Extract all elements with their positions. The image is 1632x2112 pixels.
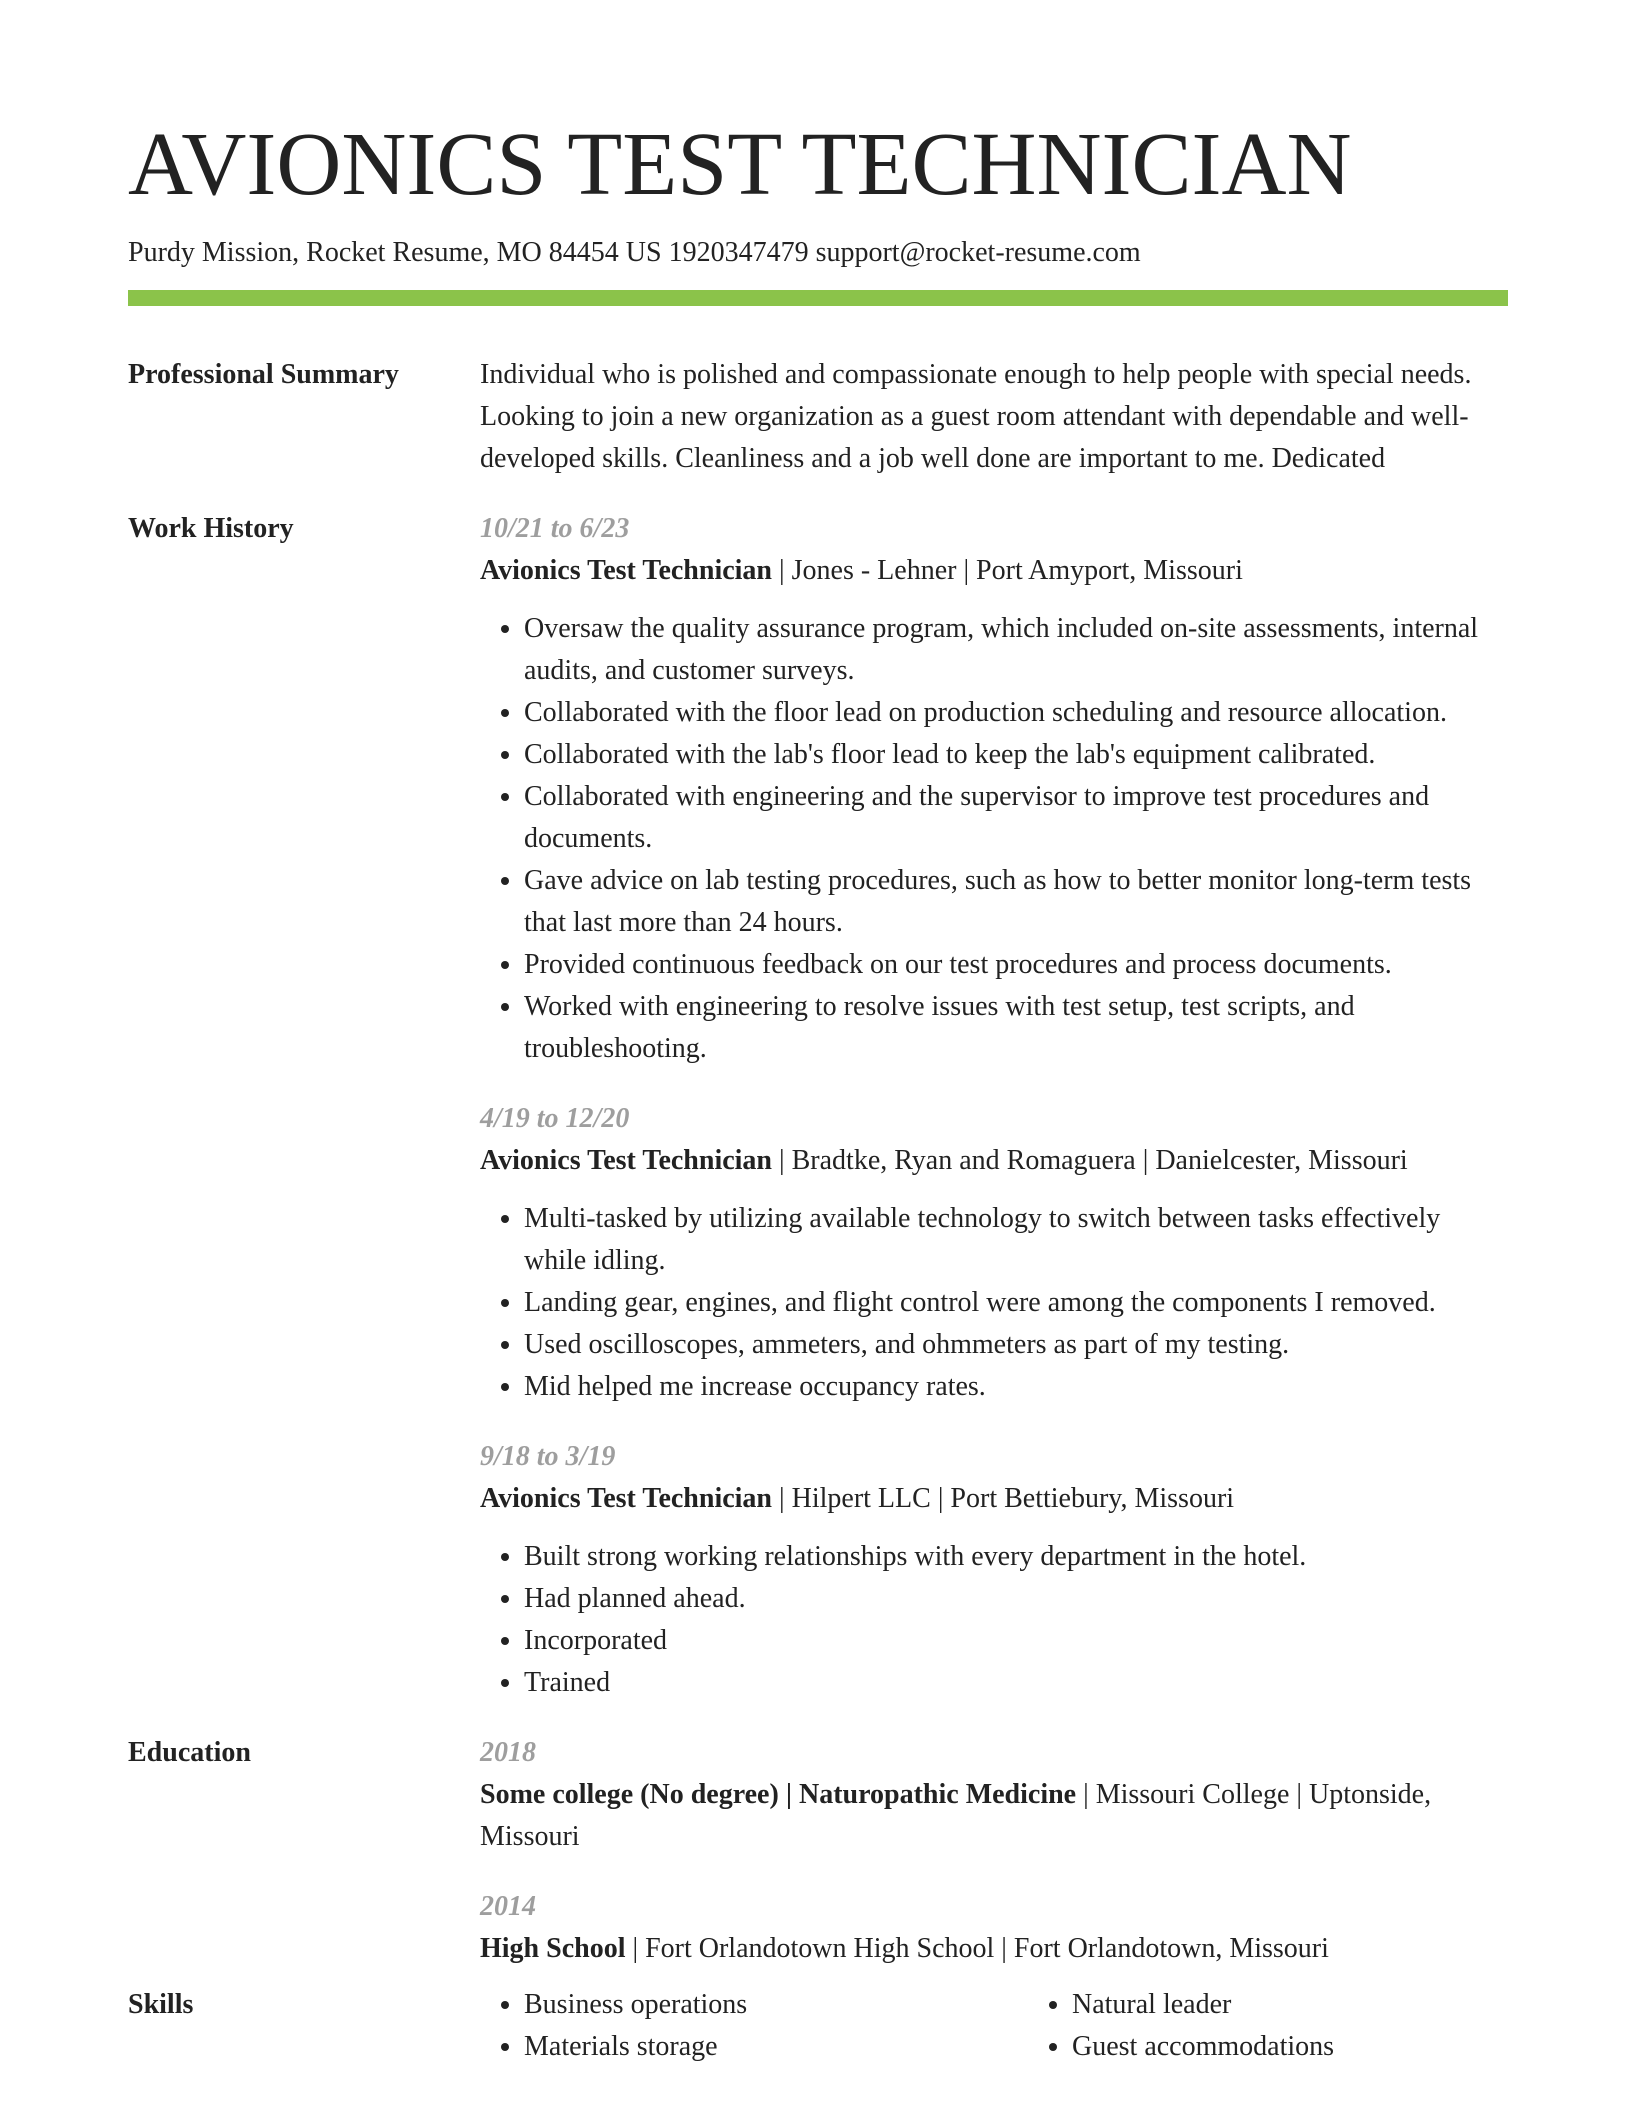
education-date: 2018 [480,1736,536,1768]
job-details: | Jones - Lehner | Port Amyport, Missouri [772,554,1243,586]
education-entry [480,1732,1508,1858]
work-body [480,508,1508,1704]
job-bullets [480,1198,1508,1408]
job-entry [480,1436,1508,1704]
job-details: | Bradtke, Ryan and Romaguera | Danielcester, Missouri [772,1144,1408,1176]
job-bullet: • Incorporated [524,1620,1508,1662]
section-skills [128,1984,1508,2068]
education-line [480,1928,1508,1970]
section-title-work: Work History [128,512,294,544]
skills-body [480,1984,1508,2068]
job-bullet: • Collaborated with the lab's floor lead to keep the lab's equipment calibrated. [524,734,1508,776]
job-date: 4/19 to 12/20 [480,1102,630,1134]
job-bullet: • Had planned ahead. [524,1578,1508,1620]
contact-line: Purdy Mission, Rocket Resume, MO 84454 US 1920347479 support@rocket-resume.com [128,237,1141,268]
section-title-education: Education [128,1736,251,1768]
education-date: 2014 [480,1890,536,1922]
skill-item: • Guest accommodations [1072,2026,1508,2068]
skills-list-right [1028,1984,1508,2068]
skills-list-left [480,1984,1028,2068]
resume-name: AVIONICS TEST TECHNICIAN [128,115,1352,214]
education-body [480,1732,1508,1970]
job-entry [480,1098,1508,1408]
job-role: Avionics Test Technician [480,1144,773,1176]
summary-body [480,354,1508,480]
education-details: | Fort Orlandotown High School | Fort Orlandotown, Missouri [625,1932,1329,1964]
job-bullet: • Multi-tasked by utilizing available technology to switch between tasks effectively while idling. [524,1198,1508,1282]
education-line [480,1774,1508,1858]
job-entry [480,508,1508,1070]
job-date: 9/18 to 3/19 [480,1440,616,1472]
education-degree: Some college (No degree) | Naturopathic Medicine [480,1778,1077,1810]
education-entry [480,1886,1508,1970]
job-bullet: • Provided continuous feedback on our test procedures and process documents. [524,944,1508,986]
header-divider [128,290,1508,306]
job-bullet: • Used oscilloscopes, ammeters, and ohmmeters as part of my testing. [524,1324,1508,1366]
job-bullet: • Trained [524,1662,1508,1704]
education-degree: High School [480,1932,626,1964]
job-title-line [480,550,1508,592]
summary-text: Individual who is polished and compassionate enough to help people with special needs. Looking to join a new organization as a guest room attendant with dependable and well-developed skills. Cleanliness and a job well done are important to me. Dedicated [480,358,1472,474]
section-summary [128,354,1508,480]
section-title-skills: Skills [128,1988,194,2020]
job-bullet: • Gave advice on lab testing procedures, such as how to better monitor long-term tests that last more than 24 hours. [524,860,1508,944]
section-education [128,1732,1508,1970]
job-bullets [480,608,1508,1070]
job-bullet: • Built strong working relationships with every department in the hotel. [524,1536,1508,1578]
skill-item: • Natural leader [1072,1984,1508,2026]
skill-item: • Materials storage [524,2026,1028,2068]
job-details: | Hilpert LLC | Port Bettiebury, Missouri [772,1482,1235,1514]
job-bullet: • Landing gear, engines, and flight control were among the components I removed. [524,1282,1508,1324]
job-date: 10/21 to 6/23 [480,512,630,544]
job-title-line [480,1478,1508,1520]
section-title-summary: Professional Summary [128,358,399,390]
job-bullet: • Collaborated with the floor lead on production scheduling and resource allocation. [524,692,1508,734]
job-bullet: • Mid helped me increase occupancy rates. [524,1366,1508,1408]
job-bullet: • Worked with engineering to resolve issues with test setup, test scripts, and troubleshooting. [524,986,1508,1070]
job-role: Avionics Test Technician [480,554,773,586]
job-role: Avionics Test Technician [480,1482,773,1514]
job-bullet: • Collaborated with engineering and the supervisor to improve test procedures and documents. [524,776,1508,860]
job-bullet: • Oversaw the quality assurance program, which included on-site assessments, internal audits, and customer surveys. [524,608,1508,692]
job-title-line [480,1140,1508,1182]
skill-item: • Business operations [524,1984,1028,2026]
section-work-history [128,508,1508,1704]
job-bullets [480,1536,1508,1704]
education-details: | Missouri College | Uptonside, Missouri [480,1778,1432,1852]
